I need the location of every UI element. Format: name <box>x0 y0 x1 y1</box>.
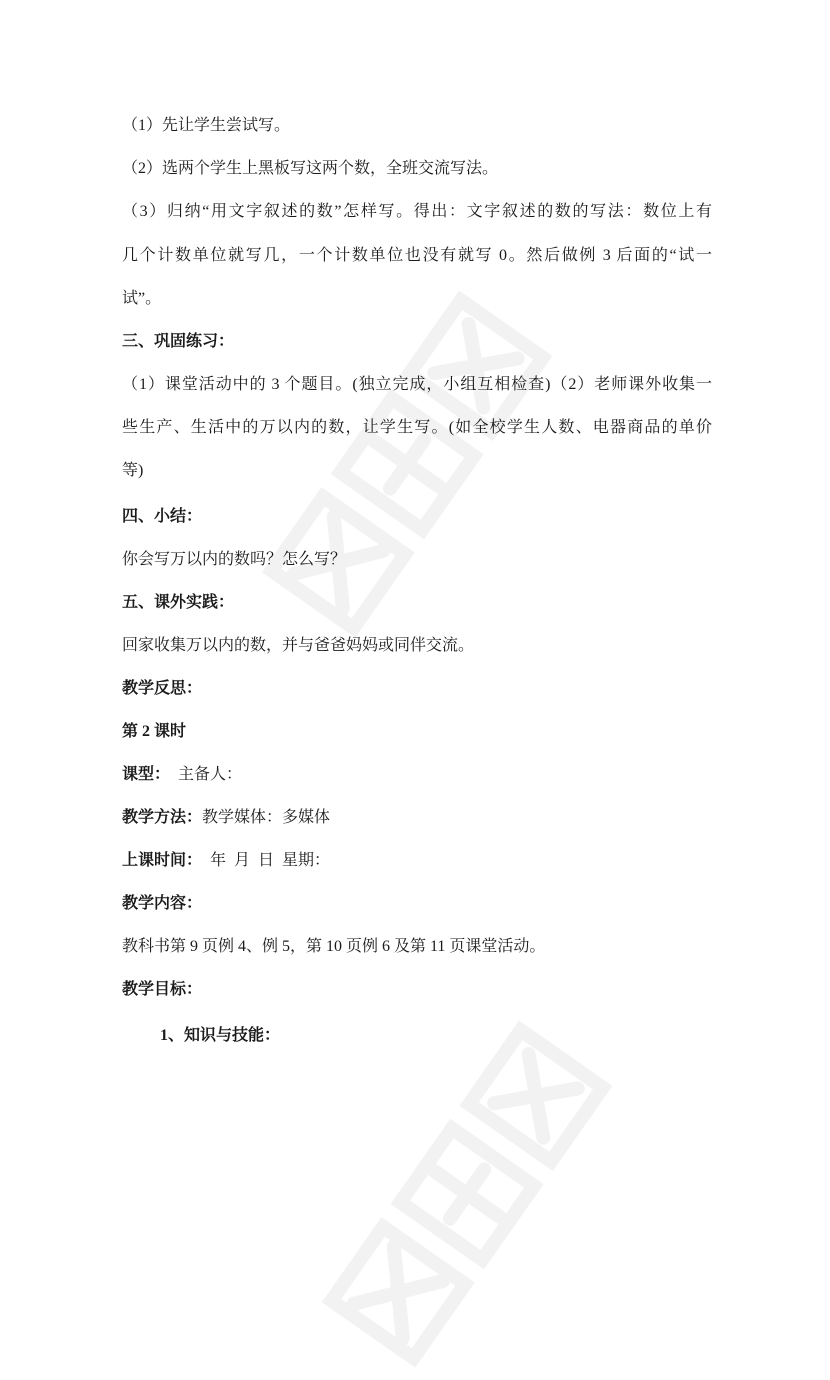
paragraph-line: 你会写万以内的数吗？怎么写？ <box>122 551 347 568</box>
paragraph-line: 试”。 <box>122 290 162 307</box>
paragraph-line: 些生产、生活中的万以内的数，让学生写。(如全校学生人数、电器商品的单价 <box>122 419 712 436</box>
paragraph-line: （1）先让学生尝试写。 <box>122 117 291 134</box>
section-heading-consolidation: 三、巩固练习： <box>122 333 235 350</box>
paragraph-line: 等) <box>122 462 144 479</box>
field-class-time <box>122 850 712 872</box>
heading-teaching-content: 教学内容： <box>122 895 203 912</box>
paragraph-line: （2）选两个学生上黑板写这两个数，全班交流写法。 <box>122 160 499 177</box>
field-label: 教学方法： <box>122 809 203 826</box>
heading-teaching-goals: 教学目标： <box>122 981 203 998</box>
field-value: 教学媒体：多媒体 <box>202 809 331 826</box>
field-label: 课型： <box>122 766 171 783</box>
watermark-logo <box>320 1000 620 1380</box>
field-value: 年 月 日 星期： <box>202 852 331 869</box>
heading-lesson-2: 第 2 课时 <box>122 723 187 740</box>
paragraph-line: 教科书第 9 页例 4、例 5，第 10 页例 6 及第 11 页课堂活动。 <box>122 938 546 955</box>
field-value: 主备人： <box>170 766 243 783</box>
heading-reflection: 教学反思： <box>122 680 203 697</box>
field-lesson-type <box>122 764 712 786</box>
field-teaching-method <box>122 807 712 829</box>
paragraph-line: 回家收集万以内的数，并与爸爸妈妈或同伴交流。 <box>122 637 475 654</box>
paragraph-line: （1）课堂活动中的 3 个题目。(独立完成，小组互相检查)（2）老师课外收集一 <box>122 376 712 393</box>
paragraph-line: 几个计数单位就写几，一个计数单位也没有就写 0。然后做例 3 后面的“试一 <box>122 247 712 264</box>
subheading-knowledge-skills: 1、知识与技能： <box>160 1027 281 1044</box>
section-heading-summary: 四、小结： <box>122 508 203 525</box>
paragraph-line: （3）归纳“用文字叙述的数”怎样写。得出：文字叙述的数的写法：数位上有 <box>122 203 712 220</box>
section-heading-practice: 五、课外实践： <box>122 594 235 611</box>
field-label: 上课时间： <box>122 852 203 869</box>
